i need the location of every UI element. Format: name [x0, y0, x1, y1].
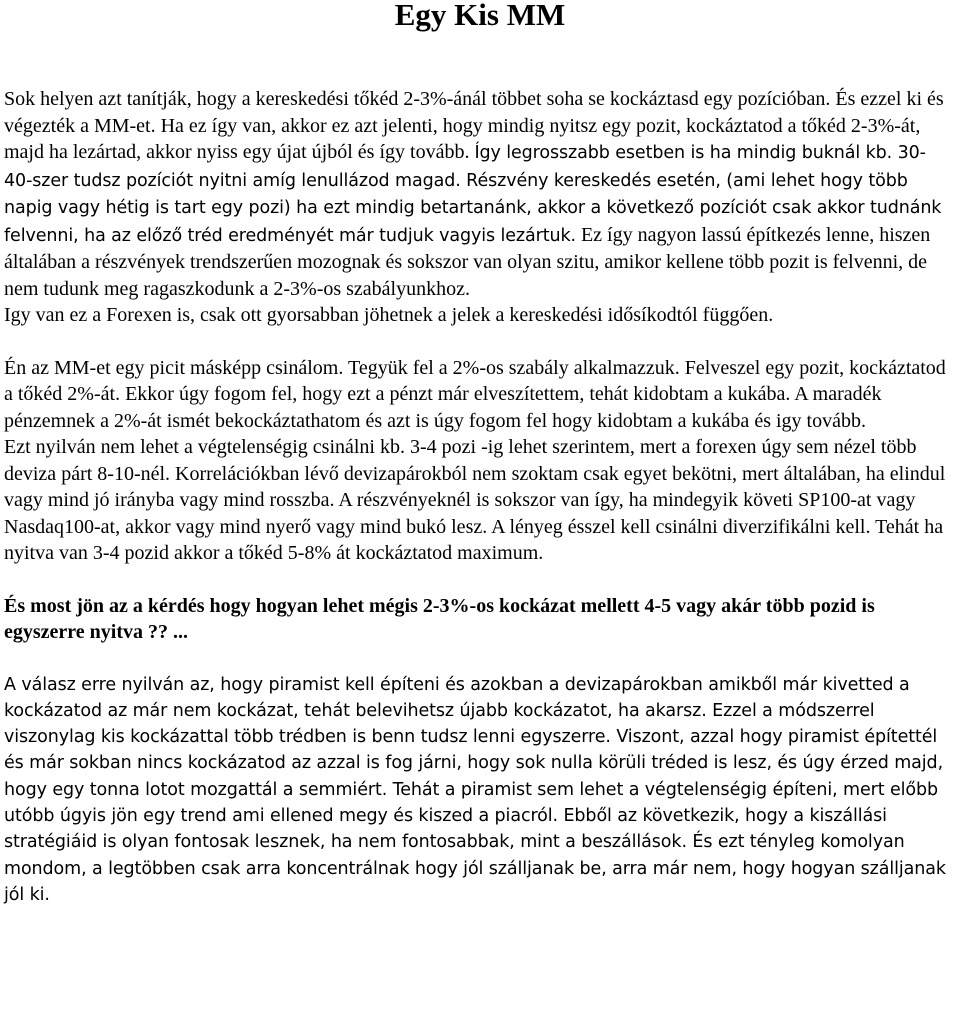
- intro-text-serif-end: Ez így nagyon lassú építkezés lenne, hiszen általában a részvények trendszerűen mozognak és sokszor van olyan szitu, amikor kellene több pozit is felvenni, de nem tudunk meg ragaszkodunk a 2-3%-os szabályunkhoz.: [4, 223, 931, 300]
- intro-text-serif: Sok helyen azt tanítják, hogy a kereskedési tőkéd 2-3%-ánál többet soha se kockáztasd egy pozícióban. És ezzel ki és végezték a MM-et. Ha ez így van, akkor ez azt jelenti, hogy mindig nyitsz egy pozit, kockáztatod a tőkéd 2-3%-át, majd ha lezártad, akkor nyiss egy újat újból és így tovább.: [4, 88, 944, 163]
- paragraph-forex: Igy van ez a Forexen is, csak ott gyorsabban jöhetnek a jelek a kereskedési idősíkodtól függően.: [4, 304, 774, 326]
- paragraph-diversification: Ezt nyilván nem lehet a végtelenségig csinálni kb. 3-4 pozi -ig lehet szerintem, mert a forexen úgy sem nézel több deviza párt 8-10-nél. Korrelációkban lévő devizapárokból nem szoktam csak egyet bekötni, mert általában, ha elindul vagy mind jó irányba vagy mind rosszba. A részvényeknél is sokszor van így, ha mindegyik követi SP100-at vagy Nasdaq100-at, akkor vagy mind nyerő vagy mind bukó lesz. A lényeg ésszel kell csinálni diverzifikálni kell. Tehát ha nyitva van 3-4 pozid akkor a tőkéd 5-8% át kockáztatod maximum.: [4, 436, 946, 564]
- page-title: Egy Kis MM: [394, 0, 566, 32]
- intro-text-sans: Így legrosszabb esetben is ha mindig buknál kb. 30-40-szer tudsz pozíciót nyitni amíg lenullázod magad. Részvény kereskedés esetén, (ami lehet hogy több napig vagy hétig is tart egy pozi) ha ezt mindig betartanánk, akkor a következő pozíciót csak akkor tudnánk felvenni, ha az előző tréd eredményét már tudjuk vagyis lezártuk.: [4, 143, 942, 246]
- question-heading: És most jön az a kérdés hogy hogyan lehet mégis 2-3%-os kockázat mellett 4-5 vagy akár több pozid is egyszerre nyitva ?? ...: [4, 594, 875, 643]
- paragraph-mm-method: Én az MM-et egy picit másképp csinálom. Tegyük fel a 2%-os szabály alkalmazzuk. Felveszel egy pozit, kockáztatod a tőkéd 2%-át. Ekkor úgy fogom fel, hogy ezt a pénzt már elveszítettem, tehát kidobtam a kukába. A maradék pénzemnek a 2%-át ismét bekockáztathatom és azt is úgy fogom fel hogy kidobtam a kukába és igy tovább.: [4, 356, 946, 432]
- paragraph-intro: [4, 86, 954, 302]
- paragraph-answer: A válasz erre nyilván az, hogy piramist kell építeni és azokban a devizapárokban amikből már kivetted a kockázatod az már nem kockázat, tehát belevihetsz újabb kockázatot, ha akarsz. Ezzel a módszerrel viszonylag kis kockázattal több trédben is benn tudsz lenni egyszerre. Viszont, azzal hogy piramist építettél és már sokban nincs kockázatod az azzal is fog járni, hogy sok nulla körüli tréded is lesz, és úgy érzed majd, hogy egy tonna lotot mozgattál a semmiért. Tehát a piramist sem lehet a végtelenségig építeni, mert előbb utóbb úgyis jön egy trend ami ellened megy és kiszed a piacról. Ebből az következik, hogy a kiszállási stratégiáid is olyan fontosak lesznek, ha nem fontosabbak, mint a beszállások. És ezt tényleg komolyan mondom, a legtöbben csak arra koncentrálnak hogy jól szálljanak be, arra már nem, hogy hogyan szálljanak jól ki.: [4, 674, 946, 905]
- article-body: [0, 86, 960, 908]
